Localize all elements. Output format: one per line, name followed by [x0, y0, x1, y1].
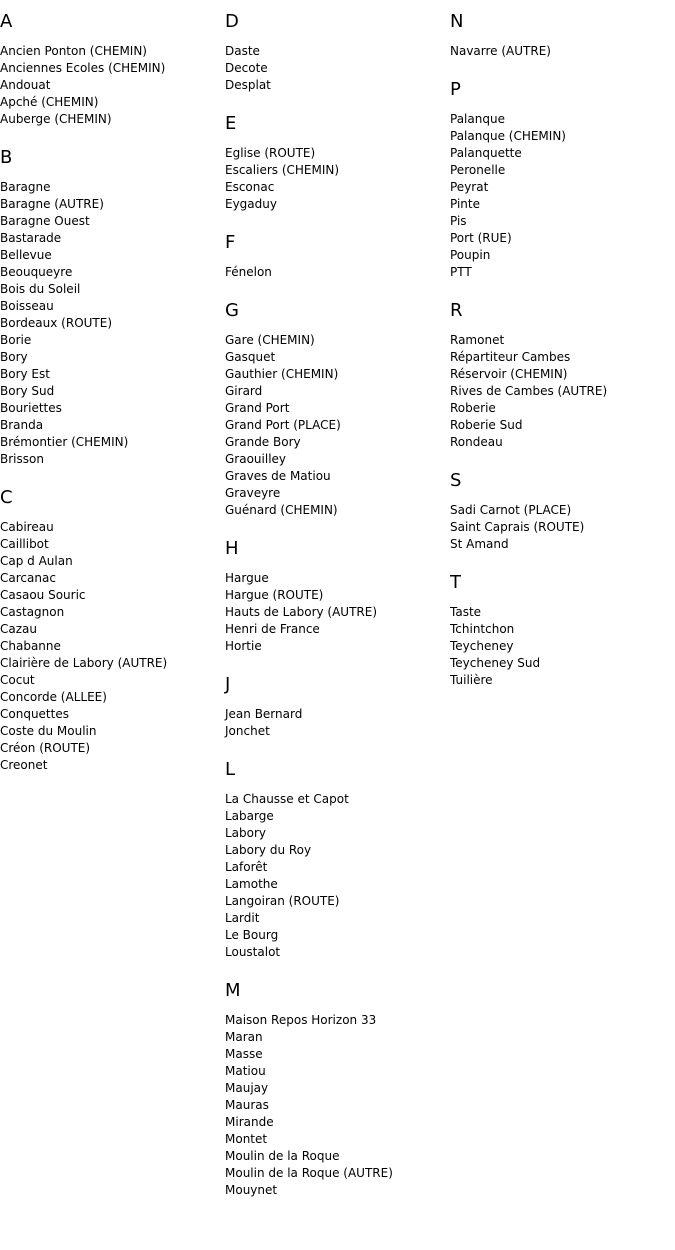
street-item[interactable]: Casaou Souric — [0, 588, 86, 602]
street-item[interactable]: Peronelle — [450, 163, 506, 177]
letter-group — [450, 299, 670, 451]
letter-group — [225, 299, 445, 519]
street-item[interactable]: Jean Bernard — [225, 707, 303, 721]
street-item[interactable]: Boisseau — [0, 299, 54, 313]
street-item[interactable]: Palanque — [450, 112, 505, 126]
street-item[interactable]: Pinte — [450, 197, 480, 211]
street-list — [450, 502, 670, 553]
street-item[interactable]: Eygaduy — [225, 197, 277, 211]
street-list — [225, 1012, 445, 1199]
street-item[interactable]: Apché (CHEMIN) — [0, 95, 99, 109]
street-item[interactable]: Bordeaux (ROUTE) — [0, 316, 113, 330]
street-item[interactable]: Loustalot — [225, 945, 281, 959]
street-list — [450, 332, 670, 451]
street-item[interactable]: Borie — [0, 333, 32, 347]
street-item[interactable]: Brisson — [0, 452, 44, 466]
street-item[interactable]: Gare (CHEMIN) — [225, 333, 315, 347]
street-item[interactable]: Bastarade — [0, 231, 62, 245]
letter-heading: E — [225, 113, 237, 134]
letter-heading: A — [0, 11, 13, 32]
letter-heading: T — [450, 572, 461, 593]
street-item[interactable]: Poupin — [450, 248, 491, 262]
street-item[interactable]: Mouynet — [225, 1183, 278, 1197]
letter-group — [225, 537, 445, 655]
street-item[interactable]: Lardit — [225, 911, 260, 925]
street-item[interactable]: Baragne — [0, 180, 51, 194]
street-item[interactable]: Teycheney — [450, 639, 514, 653]
street-list — [225, 264, 445, 281]
street-list — [450, 604, 670, 689]
street-item[interactable]: Branda — [0, 418, 44, 432]
street-item[interactable]: Matiou — [225, 1064, 266, 1078]
street-item[interactable]: Grand Port — [225, 401, 290, 415]
street-item[interactable]: Caillibot — [0, 537, 49, 551]
letter-group — [225, 112, 445, 213]
street-item[interactable]: Chabanne — [0, 639, 61, 653]
street-item[interactable]: Mirande — [225, 1115, 274, 1129]
street-item[interactable]: Gauthier (CHEMIN) — [225, 367, 339, 381]
street-item[interactable]: Roberie — [450, 401, 496, 415]
street-item[interactable]: Decote — [225, 61, 268, 75]
letter-group — [225, 979, 445, 1199]
street-item[interactable]: Baragne (AUTRE) — [0, 197, 104, 211]
street-item[interactable]: St Amand — [450, 537, 509, 551]
street-item[interactable]: Conquettes — [0, 707, 69, 721]
street-item[interactable]: Palanquette — [450, 146, 522, 160]
street-item[interactable]: Montet — [225, 1132, 268, 1146]
index-column-1 — [0, 10, 220, 774]
letter-heading: R — [450, 300, 463, 321]
street-item[interactable]: Répartiteur Cambes — [450, 350, 571, 364]
street-item[interactable]: Jonchet — [225, 724, 270, 738]
street-item[interactable]: Bory Est — [0, 367, 50, 381]
street-item[interactable]: Guénard (CHEMIN) — [225, 503, 338, 517]
letter-group — [450, 10, 670, 60]
letter-group — [225, 758, 445, 961]
street-item[interactable]: Bory Sud — [0, 384, 55, 398]
letter-heading: N — [450, 11, 464, 32]
street-item[interactable]: Desplat — [225, 78, 271, 92]
street-item[interactable]: Labory du Roy — [225, 843, 312, 857]
street-item[interactable]: Sadi Carnot (PLACE) — [450, 503, 572, 517]
letter-group — [0, 10, 220, 128]
letter-heading: J — [225, 674, 231, 695]
street-list — [225, 332, 445, 519]
letter-heading: F — [225, 232, 236, 253]
street-item[interactable]: Hauts de Labory (AUTRE) — [225, 605, 378, 619]
street-item[interactable]: Anciennes Ecoles (CHEMIN) — [0, 61, 166, 75]
street-item[interactable]: Bouriettes — [0, 401, 62, 415]
letter-group — [225, 10, 445, 94]
street-item[interactable]: Graves de Matiou — [225, 469, 331, 483]
street-item[interactable]: Taste — [450, 605, 482, 619]
street-item[interactable]: Hargue — [225, 571, 269, 585]
street-item[interactable]: Réservoir (CHEMIN) — [450, 367, 568, 381]
street-list — [0, 179, 220, 468]
street-item[interactable]: Rives de Cambes (AUTRE) — [450, 384, 608, 398]
street-item[interactable]: Baragne Ouest — [0, 214, 90, 228]
street-item[interactable]: Laforêt — [225, 860, 268, 874]
street-item[interactable]: Coste du Moulin — [0, 724, 97, 738]
street-item[interactable]: Palanque (CHEMIN) — [450, 129, 566, 143]
street-item[interactable]: Escaliers (CHEMIN) — [225, 163, 340, 177]
street-list — [225, 706, 445, 740]
street-item[interactable]: Roberie Sud — [450, 418, 523, 432]
street-list — [450, 111, 670, 281]
street-item[interactable]: PTT — [450, 265, 472, 279]
street-item[interactable]: Clairière de Labory (AUTRE) — [0, 656, 168, 670]
letter-group — [450, 78, 670, 281]
street-item[interactable]: Creonet — [0, 758, 48, 772]
street-item[interactable]: Castagnon — [0, 605, 65, 619]
street-item[interactable]: Ramonet — [450, 333, 505, 347]
street-item[interactable]: Mauras — [225, 1098, 269, 1112]
street-item[interactable]: Cabireau — [0, 520, 54, 534]
street-item[interactable]: Pis — [450, 214, 467, 228]
street-item[interactable]: Bory — [0, 350, 28, 364]
letter-group — [0, 486, 220, 774]
street-item[interactable]: Labarge — [225, 809, 274, 823]
street-item[interactable]: Graveyre — [225, 486, 281, 500]
street-list — [0, 519, 220, 774]
street-item[interactable]: Peyrat — [450, 180, 489, 194]
street-item[interactable]: Ancien Ponton (CHEMIN) — [0, 44, 147, 58]
letter-heading: G — [225, 300, 239, 321]
letter-heading: B — [0, 147, 13, 168]
letter-heading: H — [225, 538, 239, 559]
street-item[interactable]: Grande Bory — [225, 435, 301, 449]
street-item[interactable]: Bois du Soleil — [0, 282, 81, 296]
street-list — [225, 145, 445, 213]
street-item[interactable]: Maujay — [225, 1081, 269, 1095]
letter-group — [450, 571, 670, 689]
letter-heading: M — [225, 980, 241, 1001]
street-item[interactable]: Auberge (CHEMIN) — [0, 112, 112, 126]
street-item[interactable]: Grand Port (PLACE) — [225, 418, 341, 432]
street-item[interactable]: Cap d Aulan — [0, 554, 73, 568]
street-list — [0, 43, 220, 128]
street-item[interactable]: Cocut — [0, 673, 35, 687]
street-item[interactable]: Girard — [225, 384, 263, 398]
letter-group — [225, 231, 445, 281]
street-item[interactable]: Teycheney Sud — [450, 656, 541, 670]
street-item[interactable]: Graouilley — [225, 452, 287, 466]
street-item[interactable]: Tchintchon — [450, 622, 515, 636]
street-item[interactable]: Maison Repos Horizon 33 — [225, 1013, 377, 1027]
street-item[interactable]: Esconac — [225, 180, 275, 194]
street-item[interactable]: Hortie — [225, 639, 262, 653]
street-list — [450, 43, 670, 60]
street-list — [225, 43, 445, 94]
street-list — [225, 791, 445, 961]
street-item[interactable]: Bellevue — [0, 248, 52, 262]
street-item[interactable]: Concorde (ALLEE) — [0, 690, 107, 704]
street-list — [225, 570, 445, 655]
street-item[interactable]: Andouat — [0, 78, 51, 92]
street-item[interactable]: Eglise (ROUTE) — [225, 146, 316, 160]
letter-group — [450, 469, 670, 553]
street-item[interactable]: Rondeau — [450, 435, 503, 449]
index-column-2 — [225, 10, 445, 1199]
street-item[interactable]: Gasquet — [225, 350, 276, 364]
street-item[interactable]: Carcanac — [0, 571, 56, 585]
street-item[interactable]: Lamothe — [225, 877, 278, 891]
index-column-3 — [450, 10, 670, 689]
street-item[interactable]: Beouqueyre — [0, 265, 73, 279]
street-item[interactable]: Port (RUE) — [450, 231, 512, 245]
letter-heading: C — [0, 487, 13, 508]
street-item[interactable]: Moulin de la Roque — [225, 1149, 340, 1163]
street-item[interactable]: Hargue (ROUTE) — [225, 588, 324, 602]
letter-group — [225, 673, 445, 740]
letter-group — [0, 146, 220, 468]
street-item[interactable]: Saint Caprais (ROUTE) — [450, 520, 585, 534]
street-item[interactable]: Henri de France — [225, 622, 320, 636]
street-item[interactable]: Le Bourg — [225, 928, 279, 942]
street-item[interactable]: Daste — [225, 44, 260, 58]
street-item[interactable]: La Chausse et Capot — [225, 792, 349, 806]
street-item[interactable]: Langoiran (ROUTE) — [225, 894, 340, 908]
street-item[interactable]: Masse — [225, 1047, 263, 1061]
street-item[interactable]: Maran — [225, 1030, 263, 1044]
street-item[interactable]: Créon (ROUTE) — [0, 741, 91, 755]
street-item[interactable]: Cazau — [0, 622, 37, 636]
street-item[interactable]: Navarre (AUTRE) — [450, 44, 551, 58]
letter-heading: D — [225, 11, 239, 32]
letter-heading: L — [225, 759, 236, 780]
street-item[interactable]: Tuilière — [450, 673, 493, 687]
letter-heading: P — [450, 79, 461, 100]
street-item[interactable]: Fénelon — [225, 265, 272, 279]
letter-heading: S — [450, 470, 462, 491]
street-item[interactable]: Moulin de la Roque (AUTRE) — [225, 1166, 393, 1180]
street-item[interactable]: Labory — [225, 826, 267, 840]
street-item[interactable]: Brémontier (CHEMIN) — [0, 435, 129, 449]
